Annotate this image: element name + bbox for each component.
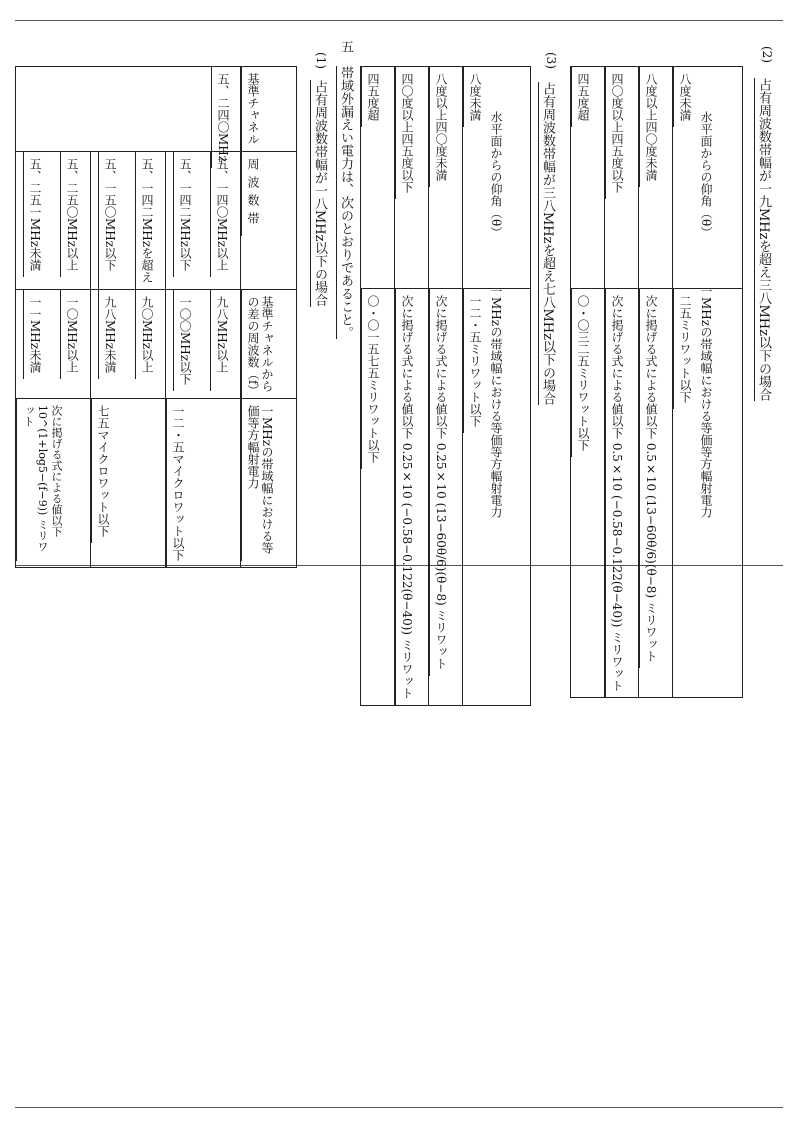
s2-title: 占有周波数帯幅が一九MHzを超え三八MHz以下の場合 [756,78,771,401]
s5-diff-3: 一〇MHz以上 一一MHz未満 [16,290,91,399]
s2-header-angle: 水平面からの仰角（θ） [699,111,713,239]
s5-table [15,66,297,568]
s3-value-45over: 〇・〇一五七五ミリワット以下 [361,289,395,706]
s3-angle-under8: 八度未満 水平面からの仰角（θ） [463,67,531,289]
s2-table [570,66,743,698]
s5-band-1: 五、一四〇MHz以上 五、一四二MHz以下 [166,152,241,290]
s3-value-under8: 一二・五ミリワット以下 一MHzの帯域幅における等価等方輻射電力 [463,289,531,706]
s5-sub-title: 占有周波数帯幅が一八MHz以下の場合 [312,80,327,307]
s5-eirp-3: 次に掲げる式による値以下 10^(1+log5−(f−9)) ミリワット [16,399,91,568]
s2-value-8-40: 次に掲げる式による値以下 0.5×10 (13−60θ/6)(θ−8) ミリワット [639,289,673,698]
s2-angle-under8: 八度未満 水平面からの仰角（θ） [673,67,743,289]
s5-band-3: 五、二五〇MHz以上 五、二五一MHz未満 [16,152,91,290]
s3-table [360,66,531,706]
s2-angle-45over: 四五度超 [571,67,605,289]
s3-title: 占有周波数帯幅が三八MHzを超え七八MHz以下の場合 [540,82,555,405]
s5-header-diff: 基準チャネルからの差の周波数（f） [241,290,297,399]
s3-value-40-45: 次に掲げる式による値以下 0.25×10 (−0.58−0.122(θ−40)) ミリワット [395,289,429,706]
s5-diff-2: 九〇MHz以上 九八MHz未満 [91,290,166,399]
s3-angle-45over: 四五度超 [361,67,395,289]
s5-header-base-channel: 基準チャネル [241,67,297,152]
s3-angle-8-40: 八度以上四〇度未満 [429,67,463,289]
s5-eirp-1: 一二・五マイクロワット以下 [166,399,241,568]
s5-band-2: 五、一四二MHzを超え 五、一五〇MHz以下 [91,152,166,290]
s2-angle-40-45: 四〇度以上四五度以下 [605,67,639,289]
bottom-rule [15,1107,783,1108]
s5-header-freq-band: 周波数帯 [241,152,297,290]
s3-header-eirp: 一MHzの帯域幅における等価等方輻射電力 [489,285,503,519]
s2-value-45over: 〇・〇三二五ミリワット以下 [571,289,605,698]
s5-text: 帯域外漏えい電力は、次のとおりであること。 [338,66,353,339]
s3-value-8-40: 次に掲げる式による値以下 0.25×10 (13−60θ/6)(θ−8) ミリワット [429,289,463,706]
s3-header-angle: 水平面からの仰角（θ） [489,111,503,239]
s2-angle-8-40: 八度以上四〇度未満 [639,67,673,289]
s2-value-40-45: 次に掲げる式による値以下 0.5×10 (−0.58−0.122(θ−40)) ミリワット [605,289,639,698]
s3-number: (3) [544,52,558,69]
top-rule [15,20,783,21]
s5-sub-number: (1) [314,52,328,69]
s2-value-under8: 二五ミリワット以下 一MHzの帯域幅における等価等方輻射電力 [673,289,743,698]
s5-eirp-2: 七五マイクロワット以下 [91,399,166,568]
s5-diff-1: 九八MHz以上 一〇〇MHz以下 [166,290,241,399]
s5-header-eirp: 一MHzの帯域幅における等価等方輻射電力 [241,399,297,568]
s5-marker: 五 [338,40,353,53]
s2-number: (2) [760,46,774,63]
s2-header-eirp: 一MHzの帯域幅における等価等方輻射電力 [699,285,713,519]
s5-base-channel-value: 五、二四〇MHz [16,67,241,152]
s3-angle-40-45: 四〇度以上四五度以下 [395,67,429,289]
